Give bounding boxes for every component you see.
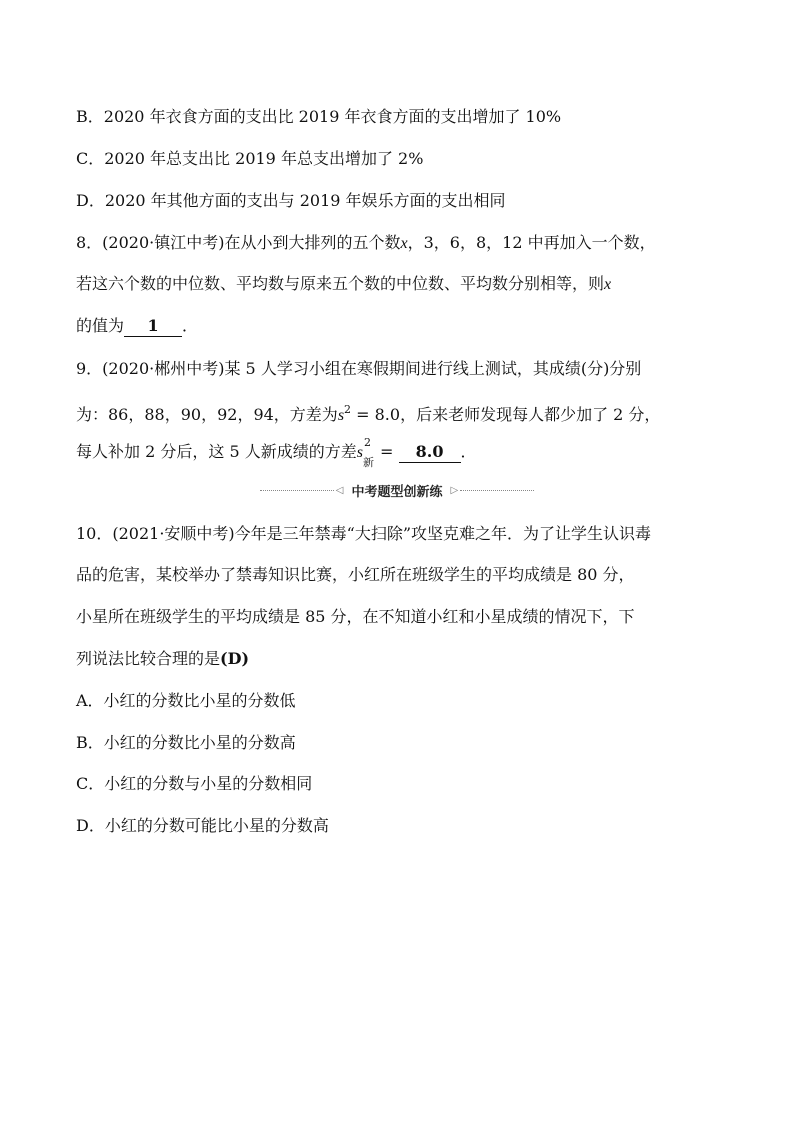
q8-text: 的值为: [76, 316, 125, 335]
option-d-text: D．小红的分数可能比小星的分数高: [76, 816, 329, 835]
option-b-q7: [76, 105, 561, 129]
q10-text: 列说法比较合理的是: [76, 649, 221, 668]
q9-subscript-new: 新: [362, 455, 374, 469]
q8-answer-blank: 1: [124, 316, 182, 337]
q9-script-stack: [362, 435, 375, 469]
q9-text: = 8.0，后来老师发现每人都少加了 2 分，: [351, 405, 661, 424]
q8-text: 8．(2020·镇江中考)在从小到大排列的五个数: [76, 233, 401, 252]
q9-text: 为：86，88，90，92，94，方差为: [76, 405, 338, 424]
option-c-text: C．小红的分数与小星的分数相同: [76, 774, 313, 793]
q8-variable: x: [604, 276, 612, 293]
q8-text: ．: [182, 316, 199, 335]
option-b-text: B．小红的分数比小星的分数高: [76, 733, 296, 752]
q10-text: 小星所在班级学生的平均成绩是 85 分，在不知道小红和小星成绩的情况下，下: [76, 607, 635, 626]
option-a-text: A．小红的分数比小星的分数低: [76, 691, 296, 710]
q10-text: 10．(2021·安顺中考)今年是三年禁毒“大扫除”攻坚克难之年．为了让学生认识毒: [76, 524, 652, 543]
q8-line-2: [76, 272, 611, 296]
q8-text: ，3，6，8，12 中再加入一个数，: [407, 233, 656, 252]
option-c-text: C．2020 年总支出比 2019 年总支出增加了 2%: [76, 149, 424, 168]
q9-variance-symbol: s: [356, 444, 363, 461]
q9-text: 每人补加 2 分后，这 5 人新成绩的方差: [76, 442, 357, 461]
q8-line-3: [76, 314, 198, 338]
q9-exponent: 2: [344, 403, 352, 416]
q9-line-2: [76, 398, 660, 422]
q8-line-1: [76, 231, 656, 255]
option-d-q7: [76, 189, 506, 213]
q9-exponent: 2: [363, 435, 371, 449]
triangle-right-icon: ▷: [450, 484, 459, 496]
section-divider: [260, 478, 534, 502]
q10-option-d: [76, 814, 329, 838]
q10-line-4: [76, 647, 249, 671]
q9-line-3: [76, 435, 477, 469]
q10-option-c: [76, 772, 312, 796]
divider-rule-right: [460, 490, 534, 491]
option-c-q7: [76, 147, 423, 171]
q10-text: 品的危害，某校举办了禁毒知识比赛，小红所在班级学生的平均成绩是 80 分，: [76, 565, 635, 584]
q9-line-1: [76, 357, 641, 381]
q9-text: ．: [460, 442, 477, 461]
q10-option-a: [76, 689, 296, 713]
q10-line-1: [76, 522, 651, 546]
divider-rule-left: [260, 490, 334, 491]
q10-answer: (D): [220, 649, 250, 668]
q8-variable: x: [400, 235, 408, 252]
option-b-text: B．2020 年衣食方面的支出比 2019 年衣食方面的支出增加了 10%: [76, 107, 562, 126]
q9-equals: =: [374, 442, 399, 461]
section-title: 中考题型创新练: [351, 484, 443, 500]
q9-variance-symbol: s: [337, 407, 345, 424]
q9-text: 9．(2020·郴州中考)某 5 人学习小组在寒假期间进行线上测试，其成绩(分)分别: [76, 359, 642, 378]
q8-text: 若这六个数的中位数、平均数与原来五个数的中位数、平均数分别相等，则: [76, 274, 605, 293]
option-d-text: D．2020 年其他方面的支出与 2019 年娱乐方面的支出相同: [76, 191, 506, 210]
q10-line-3: [76, 605, 635, 629]
q9-answer-blank: 8.0: [399, 442, 461, 463]
q10-option-b: [76, 731, 296, 755]
q10-line-2: [76, 563, 635, 587]
triangle-left-icon: ◁: [335, 484, 344, 496]
